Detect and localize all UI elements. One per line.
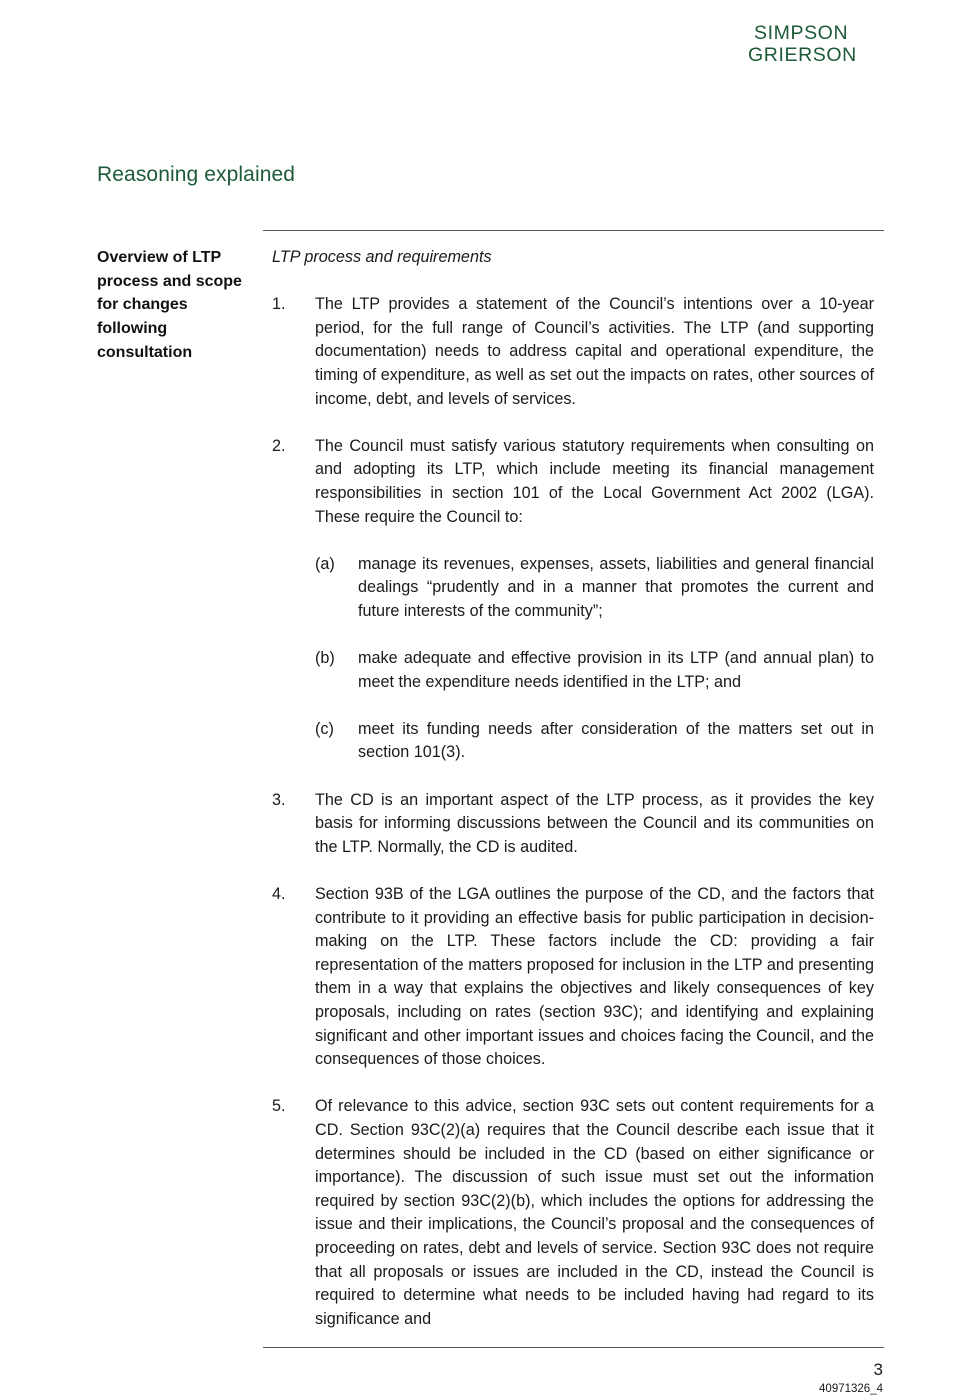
section-title: Reasoning explained xyxy=(97,163,296,186)
subheading: LTP process and requirements xyxy=(272,248,492,266)
main-content xyxy=(272,246,874,1331)
paragraph-text: The CD is an important aspect of the LTP process, as it provides the key basis for informing discussions between the Council and its communities on the LTP. Normally, the CD is audited. xyxy=(315,790,874,856)
subparagraph-label: (a) xyxy=(315,554,335,573)
subparagraph-label: (b) xyxy=(315,649,335,668)
paragraph-number: 3. xyxy=(272,790,286,809)
logo-line1: SIMPSON xyxy=(754,22,849,44)
top-divider xyxy=(263,230,884,231)
paragraph-3 xyxy=(272,789,874,860)
bottom-divider xyxy=(263,1347,884,1348)
paragraph-text: The Council must satisfy various statutory requirements when consulting on and adopting its LTP, which include meeting its financial management responsibilities in section 101 of the Local Government Act 2002 (LGA). These require the Council to: xyxy=(315,436,874,526)
paragraph-number: 1. xyxy=(272,295,286,314)
subparagraph-a xyxy=(315,553,874,624)
paragraph-text: Section 93B of the LGA outlines the purpose of the CD, and the factors that contribute to it providing an effective basis for public participation in decision-making on the LTP. These factors include the CD: providing a fair representation of the matters proposed for inclusion in the LTP and presenting them in a way that explains the objectives and likely consequences of key proposals, including on rates (section 93C); and identifying and explaining significant and other important issues and choices facing the Council, and the consequences of those choices. xyxy=(315,885,874,1069)
subparagraph-label: (c) xyxy=(315,719,334,738)
paragraph-number: 2. xyxy=(272,436,286,455)
subparagraph-b xyxy=(315,647,874,694)
paragraph-4 xyxy=(272,883,874,1072)
paragraph-1 xyxy=(272,293,874,411)
subparagraph-text: manage its revenues, expenses, assets, liabilities and general financial dealings “prudently and in a manner that promotes the current and future interests of the community”; xyxy=(358,554,874,620)
paragraph-text: Of relevance to this advice, section 93C sets out content requirements for a CD. Section 93C(2)(a) requires that the Council describe each issue that it determines should be included in the CD (based on either significance or importance). The discussion of such issue must set out the information required by section 93C(2)(b), which includes the options for addressing the issue and their implications, the Council’s proposal and the consequences of proceeding on rates, debt and levels of service. Section 93C does not require that all proposals or issues are included in the CD, instead the Council is required to determine what needs to be included having had regard to its significance and xyxy=(315,1097,874,1328)
document-reference: 40971326_4 xyxy=(819,1383,883,1395)
paragraph-2 xyxy=(272,435,874,529)
simpson-grierson-logo xyxy=(748,22,888,66)
subparagraph-c xyxy=(315,718,874,765)
paragraph-number: 5. xyxy=(272,1097,286,1116)
side-heading: Overview of LTP process and scope for changes following consultation xyxy=(97,249,242,361)
subparagraph-text: make adequate and effective provision in its LTP (and annual plan) to meet the expenditure needs identified in the LTP; and xyxy=(358,649,874,691)
paragraph-text: The LTP provides a statement of the Council’s intentions over a 10-year period, for the full range of Council’s activities. The LTP (and supporting documentation) needs to address capital and operational expenditure, the timing of expenditure, as well as set out the impacts on rates, other sources of income, debt, and levels of services. xyxy=(315,295,874,408)
logo-line2: GRIERSON xyxy=(748,44,857,66)
paragraph-5 xyxy=(272,1095,874,1331)
subparagraph-text: meet its funding needs after consideration of the matters set out in section 101(3). xyxy=(358,719,874,762)
paragraph-number: 4. xyxy=(272,885,286,904)
page-number: 3 xyxy=(873,1360,883,1379)
